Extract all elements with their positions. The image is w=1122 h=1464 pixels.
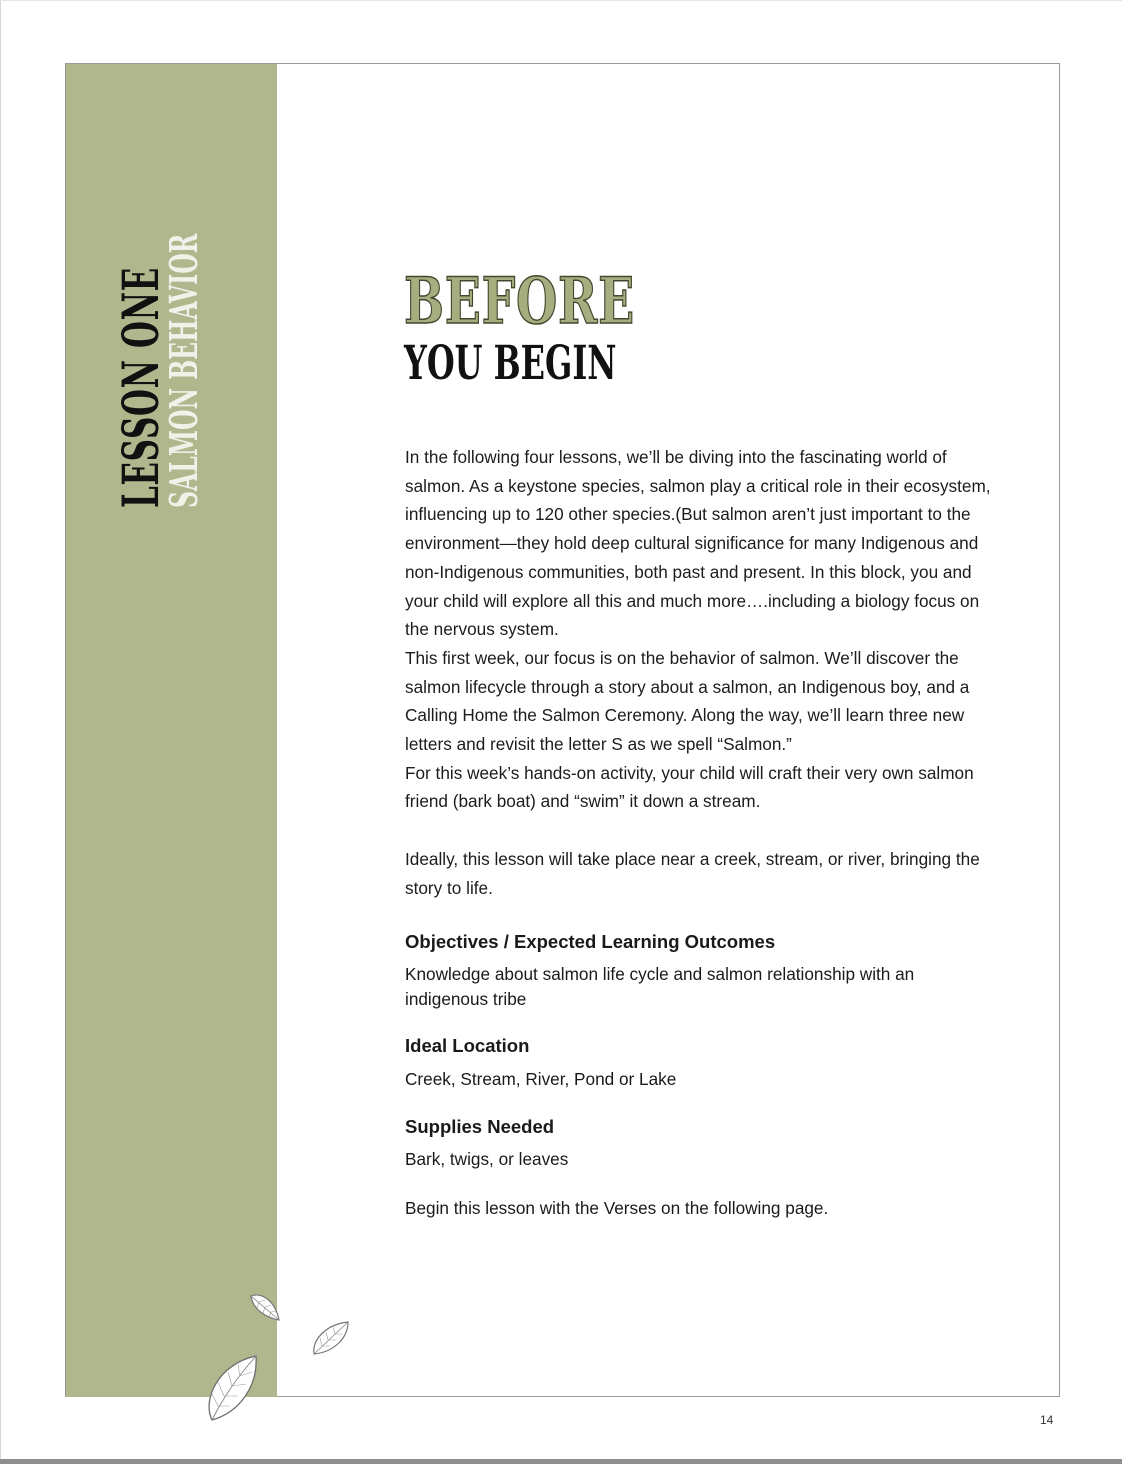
paragraph-spacer xyxy=(405,816,995,845)
page-top-edge xyxy=(0,0,1122,1)
objectives-heading: Objectives / Expected Learning Outcomes xyxy=(405,931,776,952)
heading-before: BEFORE xyxy=(404,264,635,339)
page-number: 14 xyxy=(1040,1413,1054,1427)
supplies-heading: Supplies Needed xyxy=(405,1116,555,1137)
intro-text xyxy=(405,443,995,902)
intro-paragraph: In the following four lessons, we’ll be diving into the fascinating world of salmon. As a keystone species, salmon play a critical role in their ecosystem, influencing up to 120 other species.(But salmon aren’t just important to the environment—they hold deep cultural significance for many Indigenous and non-Indigenous communities, both past and present. In this block, you and your child will explore all this and much more….including a biology focus on the nervous system. xyxy=(405,447,991,640)
objectives-text: Knowledge about salmon life cycle and salmon relationship with an indigenous tribe xyxy=(405,964,915,1009)
lesson-topic: SALMON BEHAVIOR xyxy=(161,233,206,508)
intro-paragraph: Ideally, this lesson will take place near a creek, stream, or river, bringing the story to life. xyxy=(405,848,980,898)
intro-paragraph: This first week, our focus is on the behavior of salmon. We’ll discover the salmon lifecycle through a story about a salmon, an Indigenous boy, and a Calling Home the Salmon Ceremony. Along the way, we’ll learn three new letters and revisit the letter S as we spell “Salmon.” xyxy=(405,647,970,755)
page-left-edge xyxy=(0,0,1,1460)
leaf-icon xyxy=(200,1350,264,1424)
lesson-title: LESSON ONE xyxy=(111,267,170,508)
vertical-lesson-title xyxy=(111,233,226,565)
leaf-icon xyxy=(308,1318,352,1358)
leaf-icon xyxy=(247,1290,283,1326)
page-heading xyxy=(404,264,804,391)
closing-note: Begin this lesson with the Verses on the following page. xyxy=(405,1198,829,1218)
ideal-location-heading: Ideal Location xyxy=(405,1035,530,1056)
supplies-text: Bark, twigs, or leaves xyxy=(405,1149,569,1169)
intro-paragraph: For this week’s hands-on activity, your child will craft their very own salmon friend (bark boat) and “swim” it down a stream. xyxy=(405,762,974,812)
ideal-location-text: Creek, Stream, River, Pond or Lake xyxy=(405,1069,677,1089)
heading-you-begin: YOU BEGIN xyxy=(404,336,617,391)
page-bottom-rule xyxy=(0,1459,1122,1464)
